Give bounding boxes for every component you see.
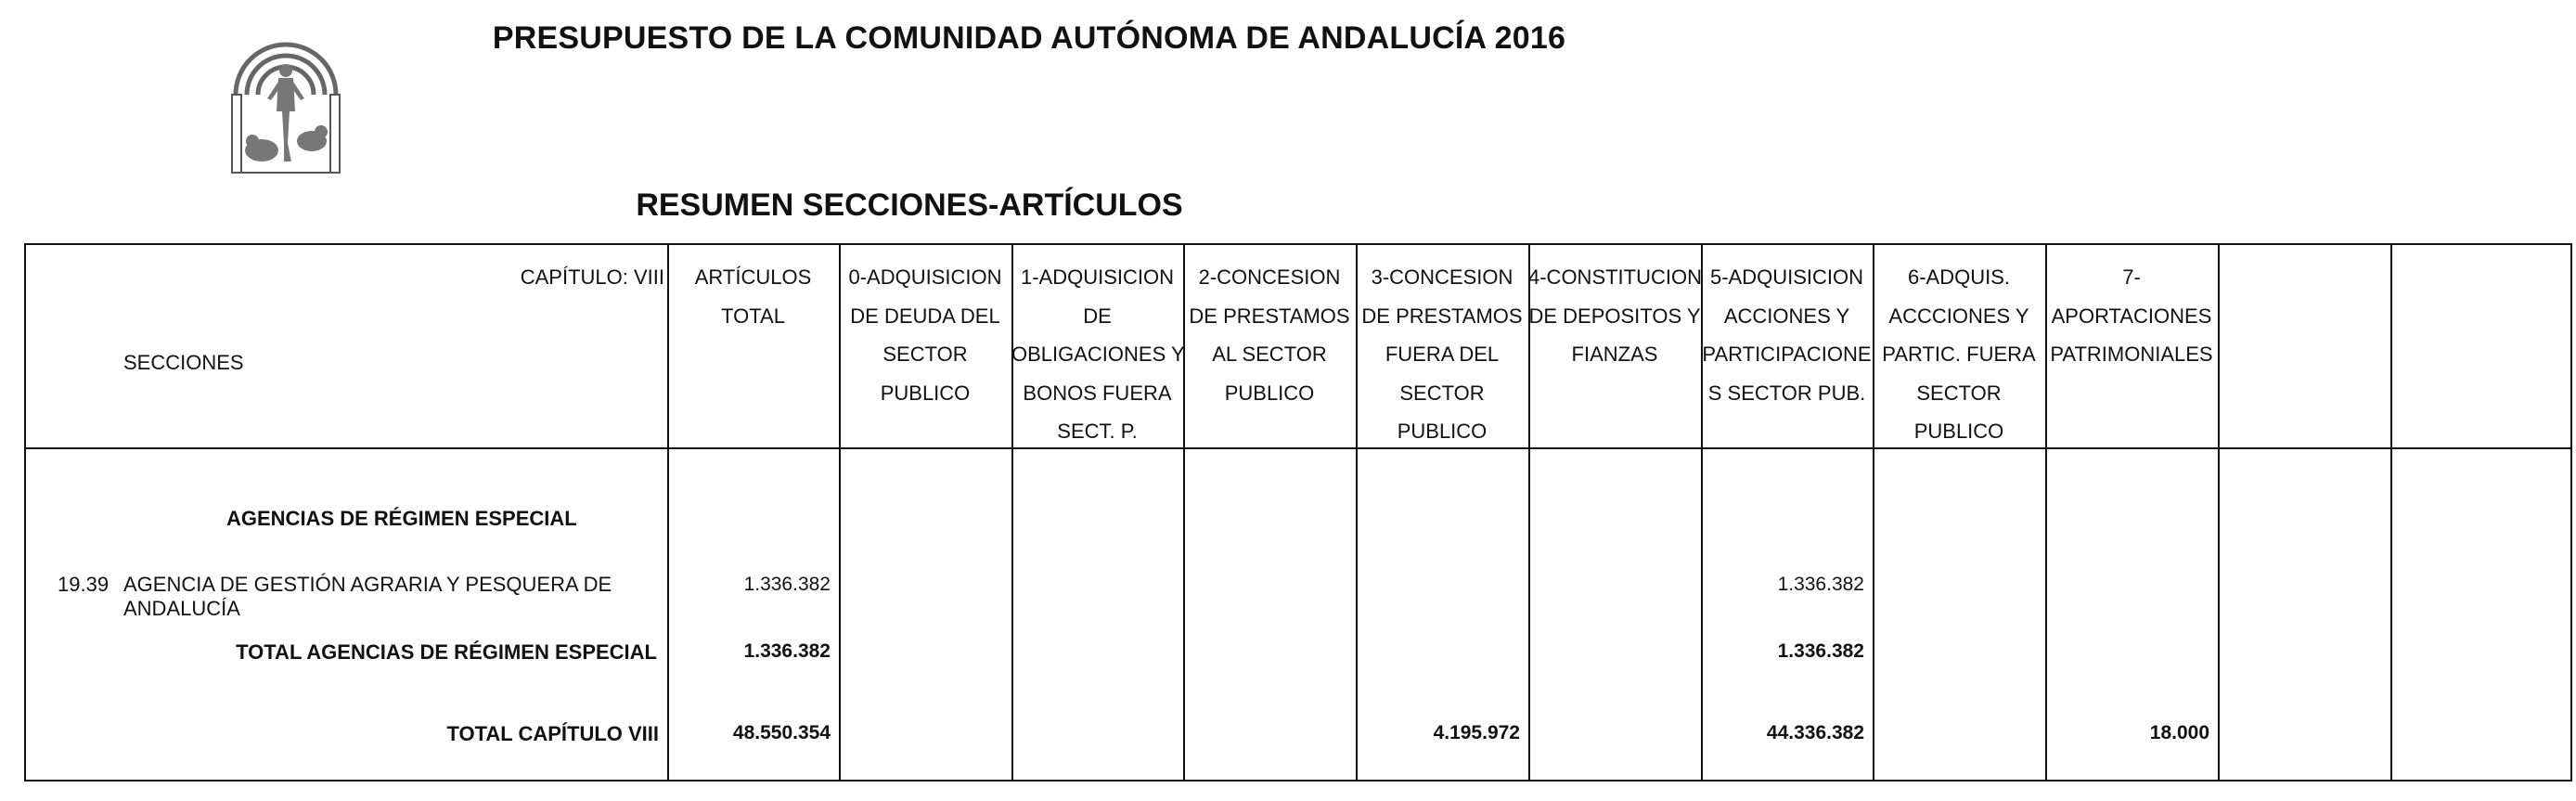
- chapter-total-col3: 4.195.972: [1433, 722, 1520, 743]
- row-col5-value: 1.336.382: [1777, 574, 1864, 595]
- chapter-label: CAPÍTULO: VIII: [520, 265, 664, 289]
- row-name-continued: ANDALUCÍA: [123, 597, 240, 620]
- column-header-1: 1-ADQUISICION DE OBLIGACIONES Y BONOS FUERA SECT. P.: [1011, 265, 1185, 443]
- page-title: PRESUPUESTO DE LA COMUNIDAD AUTÓNOMA DE ANDALUCÍA 2016: [492, 20, 1566, 56]
- chapter-total-label: TOTAL CAPÍTULO VIII: [446, 722, 659, 745]
- column-header-4: 4-CONSTITUCION DE DEPOSITOS Y FIANZAS: [1528, 265, 1702, 366]
- row-total-value: 1.336.382: [743, 574, 831, 595]
- header-divider: [24, 447, 2572, 449]
- column-header-6: 6-ADQUIS. ACCCIONES Y PARTIC. FUERA SECTOR PUBLICO: [1882, 265, 2036, 443]
- column-header-3: 3-CONCESION DE PRESTAMOS FUERA DEL SECTOR PUBLICO: [1361, 265, 1523, 443]
- sections-label: SECCIONES: [123, 351, 244, 374]
- column-divider: [2390, 243, 2392, 782]
- group-total-value: 1.336.382: [743, 640, 831, 662]
- column-header-5: 5-ADQUISICION ACCIONES Y PARTICIPACIONE S SECTOR PUB.: [1702, 265, 1872, 405]
- report-subtitle: RESUMEN SECCIONES-ARTÍCULOS: [636, 187, 1183, 223]
- chapter-total-col5: 44.336.382: [1766, 722, 1864, 743]
- column-header-total: ARTÍCULOS TOTAL: [694, 265, 812, 328]
- group-total-label: TOTAL AGENCIAS DE RÉGIMEN ESPECIAL: [236, 640, 657, 664]
- column-header-7: 7- APORTACIONES PATRIMONIALES: [2050, 265, 2213, 366]
- chapter-total-col7: 18.000: [2149, 722, 2209, 743]
- group-total-col5: 1.336.382: [1777, 640, 1864, 662]
- column-header-0: 0-ADQUISICION DE DEUDA DEL SECTOR PUBLICO: [848, 265, 1002, 405]
- column-divider: [2218, 243, 2220, 782]
- chapter-total-value: 48.550.354: [732, 722, 831, 743]
- group-title: AGENCIAS DE RÉGIMEN ESPECIAL: [226, 507, 577, 530]
- row-name: AGENCIA DE GESTIÓN AGRARIA Y PESQUERA DE: [123, 573, 612, 596]
- column-header-2: 2-CONCESION DE PRESTAMOS AL SECTOR PUBLICO: [1189, 265, 1350, 405]
- row-code: 19.39: [58, 573, 109, 596]
